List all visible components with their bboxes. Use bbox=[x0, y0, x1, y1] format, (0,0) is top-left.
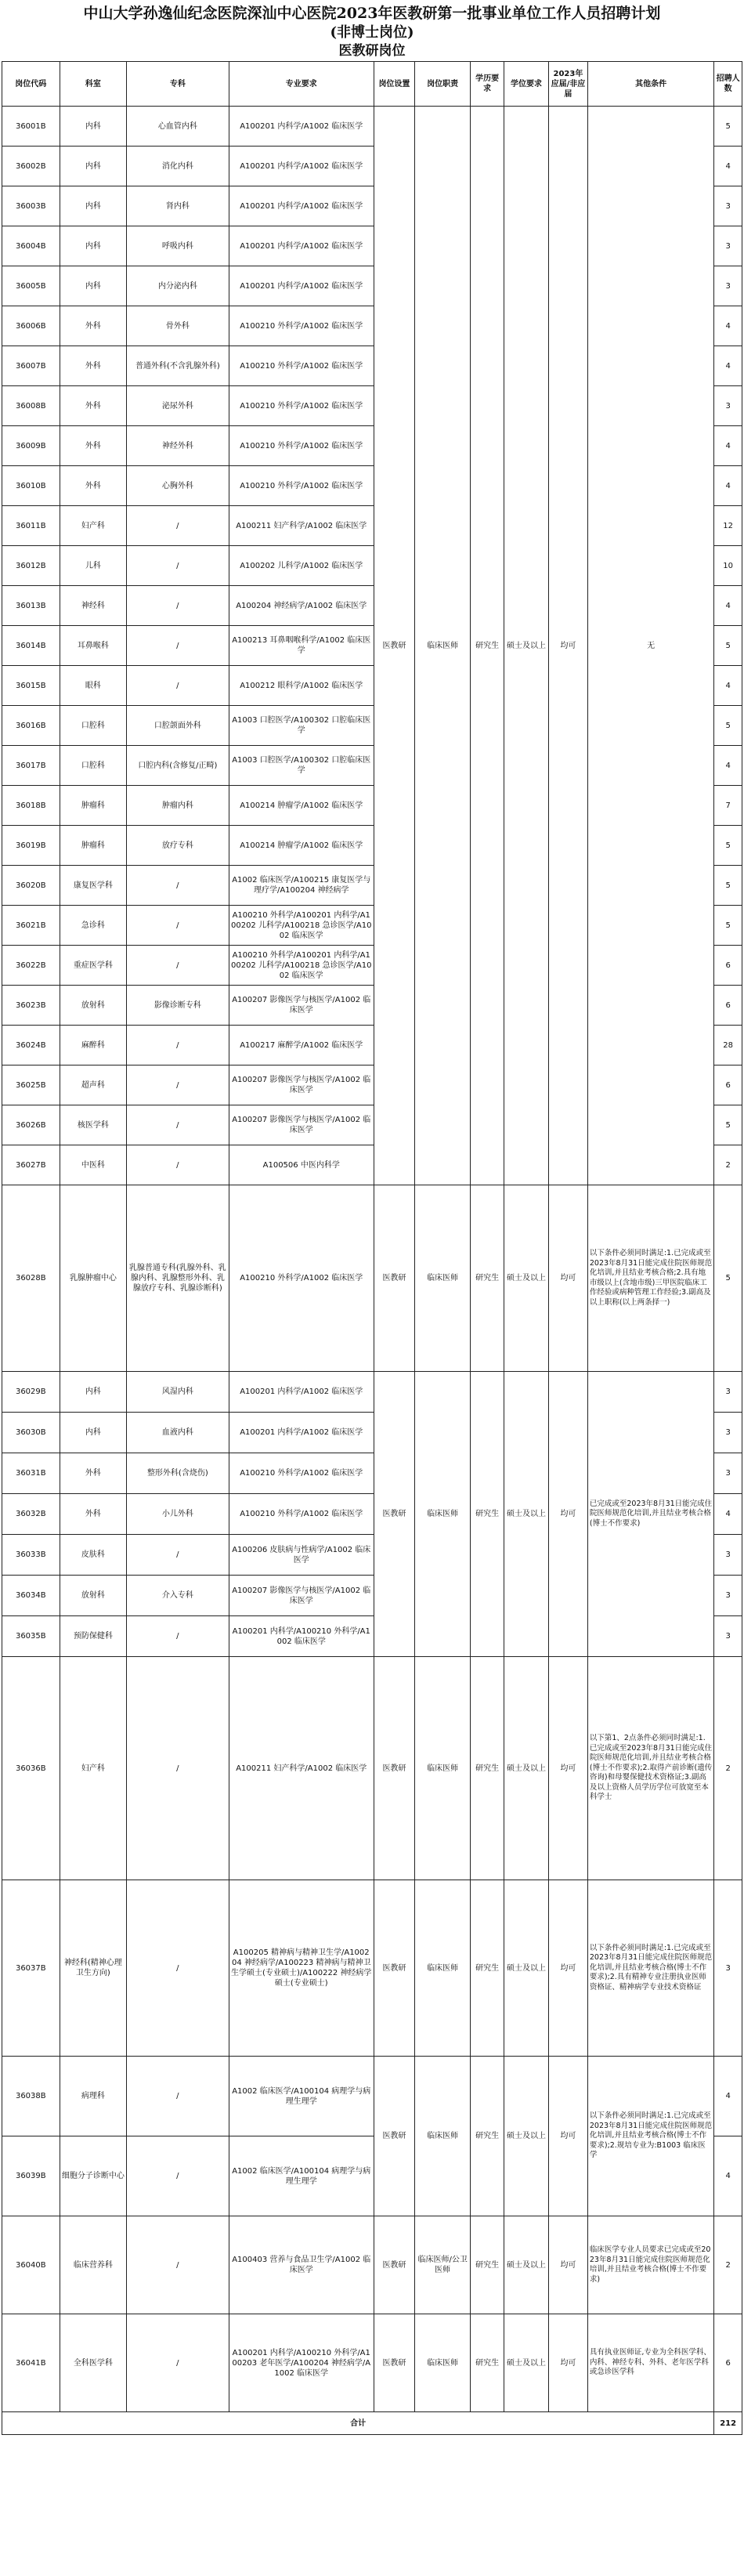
major-requirement-cell: A100210 外科学/A1002 临床医学 bbox=[229, 1453, 374, 1494]
specialty-cell: / bbox=[127, 1535, 229, 1576]
duty-cell: 临床医师/公卫医师 bbox=[415, 2216, 471, 2314]
recruitment-table bbox=[2, 61, 742, 2435]
specialty-cell: / bbox=[127, 2314, 229, 2412]
major-requirement-cell: A100210 外科学/A1002 临床医学 bbox=[229, 1494, 374, 1535]
headcount-cell: 28 bbox=[714, 1026, 742, 1065]
headcount-cell: 3 bbox=[714, 1413, 742, 1453]
specialty-cell: 放疗专科 bbox=[127, 826, 229, 866]
specialty-cell: 普通外科(不含乳腺外科) bbox=[127, 346, 229, 386]
job-code-cell: 36001B bbox=[2, 107, 60, 147]
job-code-cell: 36022B bbox=[2, 946, 60, 986]
headcount-cell: 3 bbox=[714, 1616, 742, 1657]
department-cell: 外科 bbox=[60, 1494, 126, 1535]
job-code-cell: 36018B bbox=[2, 786, 60, 826]
education-cell: 研究生 bbox=[471, 1185, 504, 1372]
column-header: 2023年应届/非应届 bbox=[549, 62, 588, 107]
major-requirement-cell: A100506 中医内科学 bbox=[229, 1145, 374, 1185]
specialty-cell: 肿瘤内科 bbox=[127, 786, 229, 826]
job-code-cell: 36029B bbox=[2, 1372, 60, 1413]
table-row bbox=[2, 2314, 742, 2412]
job-code-cell: 36003B bbox=[2, 186, 60, 226]
job-code-cell: 36033B bbox=[2, 1535, 60, 1576]
department-cell: 内科 bbox=[60, 1372, 126, 1413]
job-code-cell: 36039B bbox=[2, 2136, 60, 2216]
headcount-cell: 3 bbox=[714, 386, 742, 426]
degree-cell: 硕士及以上 bbox=[504, 1880, 549, 2057]
other-conditions-cell: 以下条件必须同时满足:1.已完成或至2023年8月31日能完成住院医师规范化培训,并且结业考核合格(博士不作要求);2.规培专业为:B1003 临床医学 bbox=[587, 2057, 713, 2216]
graduate-status-cell: 均可 bbox=[549, 1657, 588, 1880]
major-requirement-cell: A100201 内科学/A100210 外科学/A1002 临床医学 bbox=[229, 1616, 374, 1657]
headcount-cell: 5 bbox=[714, 1185, 742, 1372]
specialty-cell: / bbox=[127, 906, 229, 946]
department-cell: 内科 bbox=[60, 226, 126, 266]
page-subtitle: (非博士岗位) bbox=[330, 24, 414, 41]
specialty-cell: / bbox=[127, 1026, 229, 1065]
table-row bbox=[2, 2216, 742, 2314]
department-cell: 放射科 bbox=[60, 986, 126, 1026]
department-cell: 乳腺肿瘤中心 bbox=[60, 1185, 126, 1372]
other-conditions-cell: 以下第1、2点条件必须同时满足:1.已完成或至2023年8月31日能完成住院医师规范化培训,并且结业考核合格(博士不作要求);2.取得产前诊断(遗传咨询)和母婴保健技术资格证;3.副高及以上资格人员学历学位可放宽至本科学士 bbox=[587, 1657, 713, 1880]
job-code-cell: 36021B bbox=[2, 906, 60, 946]
headcount-cell: 4 bbox=[714, 1494, 742, 1535]
graduate-status-cell: 均可 bbox=[549, 1185, 588, 1372]
major-requirement-cell: A100201 内科学/A1002 临床医学 bbox=[229, 107, 374, 147]
department-cell: 外科 bbox=[60, 386, 126, 426]
department-cell: 内科 bbox=[60, 266, 126, 306]
column-header: 专业要求 bbox=[229, 62, 374, 107]
major-requirement-cell: A1003 口腔医学/A100302 口腔临床医学 bbox=[229, 706, 374, 746]
job-code-cell: 36036B bbox=[2, 1657, 60, 1880]
job-code-cell: 36032B bbox=[2, 1494, 60, 1535]
specialty-cell: 血液内科 bbox=[127, 1413, 229, 1453]
job-code-cell: 36037B bbox=[2, 1880, 60, 2057]
job-code-cell: 36012B bbox=[2, 546, 60, 586]
specialty-cell: / bbox=[127, 866, 229, 906]
department-cell: 外科 bbox=[60, 346, 126, 386]
column-header: 岗位代码 bbox=[2, 62, 60, 107]
headcount-cell: 3 bbox=[714, 186, 742, 226]
major-requirement-cell: A100204 神经病学/A1002 临床医学 bbox=[229, 586, 374, 626]
specialty-cell: 呼吸内科 bbox=[127, 226, 229, 266]
position-setting-cell: 医教研 bbox=[374, 107, 414, 1185]
education-cell: 研究生 bbox=[471, 1372, 504, 1657]
department-cell: 外科 bbox=[60, 426, 126, 466]
job-code-cell: 36005B bbox=[2, 266, 60, 306]
job-code-cell: 36041B bbox=[2, 2314, 60, 2412]
other-conditions-cell: 已完成或至2023年8月31日能完成住院医师规范化培训,并且结业考核合格(博士不作要求) bbox=[587, 1372, 713, 1657]
column-header: 科室 bbox=[60, 62, 126, 107]
major-requirement-cell: A100214 肿瘤学/A1002 临床医学 bbox=[229, 826, 374, 866]
job-code-cell: 36038B bbox=[2, 2057, 60, 2136]
other-conditions-cell: 以下条件必须同时满足:1.已完成或至2023年8月31日能完成住院医师规范化培训,并且结业考核合格(博士不作要求);2.具有精神专业注册执业医师资格证、精神病学专业技术资格证 bbox=[587, 1880, 713, 2057]
position-setting-cell: 医教研 bbox=[374, 1657, 414, 1880]
headcount-cell: 3 bbox=[714, 1880, 742, 2057]
position-setting-cell: 医教研 bbox=[374, 2314, 414, 2412]
education-cell: 研究生 bbox=[471, 2314, 504, 2412]
department-cell: 外科 bbox=[60, 306, 126, 346]
specialty-cell: 乳腺普通专科(乳腺外科、乳腺内科、乳腺整形外科、乳腺放疗专科、乳腺诊断科) bbox=[127, 1185, 229, 1372]
department-cell: 口腔科 bbox=[60, 706, 126, 746]
headcount-cell: 4 bbox=[714, 746, 742, 786]
headcount-cell: 2 bbox=[714, 2216, 742, 2314]
headcount-cell: 5 bbox=[714, 706, 742, 746]
headcount-cell: 4 bbox=[714, 306, 742, 346]
total-row bbox=[2, 2412, 742, 2435]
major-requirement-cell: A100210 外科学/A1002 临床医学 bbox=[229, 466, 374, 506]
major-requirement-cell: A100207 影像医学与核医学/A1002 临床医学 bbox=[229, 1065, 374, 1105]
education-cell: 研究生 bbox=[471, 2216, 504, 2314]
department-cell: 妇产科 bbox=[60, 506, 126, 546]
headcount-cell: 12 bbox=[714, 506, 742, 546]
department-cell: 康复医学科 bbox=[60, 866, 126, 906]
degree-cell: 硕士及以上 bbox=[504, 1372, 549, 1657]
column-header: 岗位设置 bbox=[374, 62, 414, 107]
specialty-cell: 内分泌内科 bbox=[127, 266, 229, 306]
major-requirement-cell: A100210 外科学/A1002 临床医学 bbox=[229, 426, 374, 466]
job-code-cell: 36017B bbox=[2, 746, 60, 786]
specialty-cell: / bbox=[127, 2136, 229, 2216]
job-code-cell: 36002B bbox=[2, 147, 60, 186]
graduate-status-cell: 均可 bbox=[549, 2216, 588, 2314]
headcount-cell: 10 bbox=[714, 546, 742, 586]
specialty-cell: 心血管内科 bbox=[127, 107, 229, 147]
department-cell: 中医科 bbox=[60, 1145, 126, 1185]
page-title: 中山大学孙逸仙纪念医院深汕中心医院2023年医教研第一批事业单位工作人员招聘计划 bbox=[83, 5, 661, 22]
job-code-cell: 36006B bbox=[2, 306, 60, 346]
job-code-cell: 36026B bbox=[2, 1105, 60, 1145]
department-cell: 内科 bbox=[60, 186, 126, 226]
column-header: 专科 bbox=[127, 62, 229, 107]
department-cell: 神经科(精神心理卫生方向) bbox=[60, 1880, 126, 2057]
job-code-cell: 36034B bbox=[2, 1576, 60, 1616]
degree-cell: 硕士及以上 bbox=[504, 107, 549, 1185]
degree-cell: 硕士及以上 bbox=[504, 2057, 549, 2216]
job-code-cell: 36024B bbox=[2, 1026, 60, 1065]
major-requirement-cell: A100201 内科学/A100210 外科学/A100203 老年医学/A100204 神经病学/A1002 临床医学 bbox=[229, 2314, 374, 2412]
column-header: 其他条件 bbox=[587, 62, 713, 107]
job-code-cell: 36023B bbox=[2, 986, 60, 1026]
specialty-cell: / bbox=[127, 1616, 229, 1657]
table-row bbox=[2, 1185, 742, 1372]
job-code-cell: 36020B bbox=[2, 866, 60, 906]
table-row bbox=[2, 1372, 742, 1413]
graduate-status-cell: 均可 bbox=[549, 1880, 588, 2057]
education-cell: 研究生 bbox=[471, 1880, 504, 2057]
graduate-status-cell: 均可 bbox=[549, 2057, 588, 2216]
major-requirement-cell: A100201 内科学/A1002 临床医学 bbox=[229, 226, 374, 266]
table-row bbox=[2, 107, 742, 147]
headcount-cell: 4 bbox=[714, 2136, 742, 2216]
major-requirement-cell: A100210 外科学/A100201 内科学/A100202 儿科学/A100218 急诊医学/A1002 临床医学 bbox=[229, 906, 374, 946]
headcount-cell: 5 bbox=[714, 906, 742, 946]
degree-cell: 硕士及以上 bbox=[504, 2216, 549, 2314]
position-setting-cell: 医教研 bbox=[374, 2216, 414, 2314]
headcount-cell: 4 bbox=[714, 147, 742, 186]
department-cell: 预防保健科 bbox=[60, 1616, 126, 1657]
other-conditions-cell: 具有执业医师证,专业为全科医学科、内科、神经专科、外科、老年医学科或急诊医学科 bbox=[587, 2314, 713, 2412]
major-requirement-cell: A100210 外科学/A1002 临床医学 bbox=[229, 346, 374, 386]
major-requirement-cell: A100202 儿科学/A1002 临床医学 bbox=[229, 546, 374, 586]
department-cell: 眼科 bbox=[60, 666, 126, 706]
specialty-cell: 口腔颌面外科 bbox=[127, 706, 229, 746]
department-cell: 儿科 bbox=[60, 546, 126, 586]
position-setting-cell: 医教研 bbox=[374, 1880, 414, 2057]
major-requirement-cell: A100211 妇产科学/A1002 临床医学 bbox=[229, 506, 374, 546]
major-requirement-cell: A1002 临床医学/A100104 病理学与病理生理学 bbox=[229, 2136, 374, 2216]
department-cell: 全科医学科 bbox=[60, 2314, 126, 2412]
department-cell: 内科 bbox=[60, 1413, 126, 1453]
headcount-cell: 4 bbox=[714, 666, 742, 706]
column-header: 岗位职责 bbox=[415, 62, 471, 107]
headcount-cell: 5 bbox=[714, 1105, 742, 1145]
headcount-cell: 6 bbox=[714, 946, 742, 986]
major-requirement-cell: A100201 内科学/A1002 临床医学 bbox=[229, 186, 374, 226]
specialty-cell: 骨外科 bbox=[127, 306, 229, 346]
major-requirement-cell: A100207 影像医学与核医学/A1002 临床医学 bbox=[229, 1576, 374, 1616]
major-requirement-cell: A1002 临床医学/A100215 康复医学与理疗学/A100204 神经病学 bbox=[229, 866, 374, 906]
major-requirement-cell: A100210 外科学/A1002 临床医学 bbox=[229, 306, 374, 346]
headcount-cell: 3 bbox=[714, 266, 742, 306]
table-row bbox=[2, 2057, 742, 2136]
education-cell: 研究生 bbox=[471, 107, 504, 1185]
department-cell: 皮肤科 bbox=[60, 1535, 126, 1576]
section-title: 医教研岗位 bbox=[338, 43, 406, 59]
job-code-cell: 36028B bbox=[2, 1185, 60, 1372]
headcount-cell: 3 bbox=[714, 1372, 742, 1413]
specialty-cell: / bbox=[127, 1065, 229, 1105]
major-requirement-cell: A100201 内科学/A1002 临床医学 bbox=[229, 147, 374, 186]
specialty-cell: / bbox=[127, 946, 229, 986]
headcount-cell: 3 bbox=[714, 226, 742, 266]
specialty-cell: / bbox=[127, 2057, 229, 2136]
job-code-cell: 36009B bbox=[2, 426, 60, 466]
graduate-status-cell: 均可 bbox=[549, 2314, 588, 2412]
headcount-cell: 4 bbox=[714, 426, 742, 466]
specialty-cell: / bbox=[127, 1657, 229, 1880]
department-cell: 口腔科 bbox=[60, 746, 126, 786]
headcount-cell: 5 bbox=[714, 107, 742, 147]
graduate-status-cell: 均可 bbox=[549, 1372, 588, 1657]
major-requirement-cell: A100205 精神病与精神卫生学/A100204 神经病学/A100223 精神病与精神卫生学硕士(专业硕士)/A100222 神经病学硕士(专业硕士) bbox=[229, 1880, 374, 2057]
headcount-cell: 5 bbox=[714, 626, 742, 666]
headcount-cell: 6 bbox=[714, 1065, 742, 1105]
other-conditions-cell: 临床医学专业人员要求已完成或至2023年8月31日能完成住院医师规范化培训,并且结业考核合格(博士不作要求) bbox=[587, 2216, 713, 2314]
department-cell: 内科 bbox=[60, 147, 126, 186]
job-code-cell: 36030B bbox=[2, 1413, 60, 1453]
major-requirement-cell: A100201 内科学/A1002 临床医学 bbox=[229, 1413, 374, 1453]
duty-cell: 临床医师 bbox=[415, 1372, 471, 1657]
department-cell: 肿瘤科 bbox=[60, 826, 126, 866]
major-requirement-cell: A100403 营养与食品卫生学/A1002 临床医学 bbox=[229, 2216, 374, 2314]
major-requirement-cell: A100210 外科学/A1002 临床医学 bbox=[229, 386, 374, 426]
job-code-cell: 36027B bbox=[2, 1145, 60, 1185]
headcount-cell: 6 bbox=[714, 2314, 742, 2412]
specialty-cell: / bbox=[127, 1105, 229, 1145]
specialty-cell: 小儿外科 bbox=[127, 1494, 229, 1535]
specialty-cell: / bbox=[127, 1880, 229, 2057]
headcount-cell: 4 bbox=[714, 466, 742, 506]
headcount-cell: 2 bbox=[714, 1657, 742, 1880]
headcount-cell: 3 bbox=[714, 1535, 742, 1576]
department-cell: 核医学科 bbox=[60, 1105, 126, 1145]
headcount-cell: 7 bbox=[714, 786, 742, 826]
job-code-cell: 36040B bbox=[2, 2216, 60, 2314]
major-requirement-cell: A1003 口腔医学/A100302 口腔临床医学 bbox=[229, 746, 374, 786]
specialty-cell: / bbox=[127, 626, 229, 666]
major-requirement-cell: A100210 外科学/A100201 内科学/A100202 儿科学/A100218 急诊医学/A1002 临床医学 bbox=[229, 946, 374, 986]
specialty-cell: 整形外科(含烧伤) bbox=[127, 1453, 229, 1494]
job-code-cell: 36035B bbox=[2, 1616, 60, 1657]
major-requirement-cell: A100207 影像医学与核医学/A1002 临床医学 bbox=[229, 1105, 374, 1145]
degree-cell: 硕士及以上 bbox=[504, 1185, 549, 1372]
degree-cell: 硕士及以上 bbox=[504, 1657, 549, 1880]
department-cell: 外科 bbox=[60, 466, 126, 506]
job-code-cell: 36013B bbox=[2, 586, 60, 626]
total-value: 212 bbox=[714, 2412, 742, 2435]
job-code-cell: 36025B bbox=[2, 1065, 60, 1105]
duty-cell: 临床医师 bbox=[415, 1880, 471, 2057]
department-cell: 临床营养科 bbox=[60, 2216, 126, 2314]
graduate-status-cell: 均可 bbox=[549, 107, 588, 1185]
column-header: 学位要求 bbox=[504, 62, 549, 107]
specialty-cell: 消化内科 bbox=[127, 147, 229, 186]
table-body bbox=[2, 107, 742, 2435]
position-setting-cell: 医教研 bbox=[374, 1185, 414, 1372]
major-requirement-cell: A100213 耳鼻咽喉科学/A1002 临床医学 bbox=[229, 626, 374, 666]
department-cell: 超声科 bbox=[60, 1065, 126, 1105]
specialty-cell: 风湿内科 bbox=[127, 1372, 229, 1413]
header-row bbox=[2, 62, 742, 107]
department-cell: 肿瘤科 bbox=[60, 786, 126, 826]
total-label: 合计 bbox=[2, 2412, 714, 2435]
major-requirement-cell: A100206 皮肤病与性病学/A1002 临床医学 bbox=[229, 1535, 374, 1576]
duty-cell: 临床医师 bbox=[415, 2057, 471, 2216]
major-requirement-cell: A100210 外科学/A1002 临床医学 bbox=[229, 1185, 374, 1372]
specialty-cell: 口腔内科(含修复/正畸) bbox=[127, 746, 229, 786]
specialty-cell: 肾内科 bbox=[127, 186, 229, 226]
job-code-cell: 36008B bbox=[2, 386, 60, 426]
job-code-cell: 36004B bbox=[2, 226, 60, 266]
department-cell: 麻醉科 bbox=[60, 1026, 126, 1065]
duty-cell: 临床医师 bbox=[415, 2314, 471, 2412]
job-code-cell: 36031B bbox=[2, 1453, 60, 1494]
department-cell: 急诊科 bbox=[60, 906, 126, 946]
specialty-cell: / bbox=[127, 666, 229, 706]
headcount-cell: 3 bbox=[714, 1576, 742, 1616]
table-row bbox=[2, 1880, 742, 2057]
job-code-cell: 36007B bbox=[2, 346, 60, 386]
duty-cell: 临床医师 bbox=[415, 1657, 471, 1880]
education-cell: 研究生 bbox=[471, 1657, 504, 1880]
department-cell: 重症医学科 bbox=[60, 946, 126, 986]
column-header: 学历要求 bbox=[471, 62, 504, 107]
job-code-cell: 36011B bbox=[2, 506, 60, 546]
headcount-cell: 4 bbox=[714, 586, 742, 626]
headcount-cell: 4 bbox=[714, 346, 742, 386]
department-cell: 病理科 bbox=[60, 2057, 126, 2136]
duty-cell: 临床医师 bbox=[415, 107, 471, 1185]
job-code-cell: 36010B bbox=[2, 466, 60, 506]
other-conditions-cell: 无 bbox=[587, 107, 713, 1185]
department-cell: 外科 bbox=[60, 1453, 126, 1494]
specialty-cell: 泌尿外科 bbox=[127, 386, 229, 426]
position-setting-cell: 医教研 bbox=[374, 2057, 414, 2216]
specialty-cell: / bbox=[127, 506, 229, 546]
department-cell: 细胞分子诊断中心 bbox=[60, 2136, 126, 2216]
major-requirement-cell: A100201 内科学/A1002 临床医学 bbox=[229, 266, 374, 306]
department-cell: 放射科 bbox=[60, 1576, 126, 1616]
major-requirement-cell: A100217 麻醉学/A1002 临床医学 bbox=[229, 1026, 374, 1065]
education-cell: 研究生 bbox=[471, 2057, 504, 2216]
department-cell: 神经科 bbox=[60, 586, 126, 626]
major-requirement-cell: A1002 临床医学/A100104 病理学与病理生理学 bbox=[229, 2057, 374, 2136]
headcount-cell: 3 bbox=[714, 1453, 742, 1494]
department-cell: 耳鼻喉科 bbox=[60, 626, 126, 666]
specialty-cell: / bbox=[127, 586, 229, 626]
table-row bbox=[2, 1657, 742, 1880]
job-code-cell: 36014B bbox=[2, 626, 60, 666]
other-conditions-cell: 以下条件必须同时满足:1.已完成或至2023年8月31日能完成住院医师规范化培训,并且结业考核合格;2.具有地市级以上(含地市级)三甲医院临床工作经验或病种管理工作经验;3.副高及以上职称(以上两条择一) bbox=[587, 1185, 713, 1372]
duty-cell: 临床医师 bbox=[415, 1185, 471, 1372]
column-header: 招聘人数 bbox=[714, 62, 742, 107]
job-code-cell: 36015B bbox=[2, 666, 60, 706]
headcount-cell: 5 bbox=[714, 866, 742, 906]
position-setting-cell: 医教研 bbox=[374, 1372, 414, 1657]
specialty-cell: / bbox=[127, 1145, 229, 1185]
headcount-cell: 6 bbox=[714, 986, 742, 1026]
headcount-cell: 4 bbox=[714, 2057, 742, 2136]
specialty-cell: 心胸外科 bbox=[127, 466, 229, 506]
headcount-cell: 2 bbox=[714, 1145, 742, 1185]
major-requirement-cell: A100212 眼科学/A1002 临床医学 bbox=[229, 666, 374, 706]
specialty-cell: 神经外科 bbox=[127, 426, 229, 466]
department-cell: 妇产科 bbox=[60, 1657, 126, 1880]
degree-cell: 硕士及以上 bbox=[504, 2314, 549, 2412]
job-code-cell: 36019B bbox=[2, 826, 60, 866]
major-requirement-cell: A100201 内科学/A1002 临床医学 bbox=[229, 1372, 374, 1413]
job-code-cell: 36016B bbox=[2, 706, 60, 746]
specialty-cell: 影像诊断专科 bbox=[127, 986, 229, 1026]
major-requirement-cell: A100211 妇产科学/A1002 临床医学 bbox=[229, 1657, 374, 1880]
specialty-cell: 介入专科 bbox=[127, 1576, 229, 1616]
department-cell: 内科 bbox=[60, 107, 126, 147]
major-requirement-cell: A100214 肿瘤学/A1002 临床医学 bbox=[229, 786, 374, 826]
major-requirement-cell: A100207 影像医学与核医学/A1002 临床医学 bbox=[229, 986, 374, 1026]
headcount-cell: 5 bbox=[714, 826, 742, 866]
specialty-cell: / bbox=[127, 2216, 229, 2314]
specialty-cell: / bbox=[127, 546, 229, 586]
